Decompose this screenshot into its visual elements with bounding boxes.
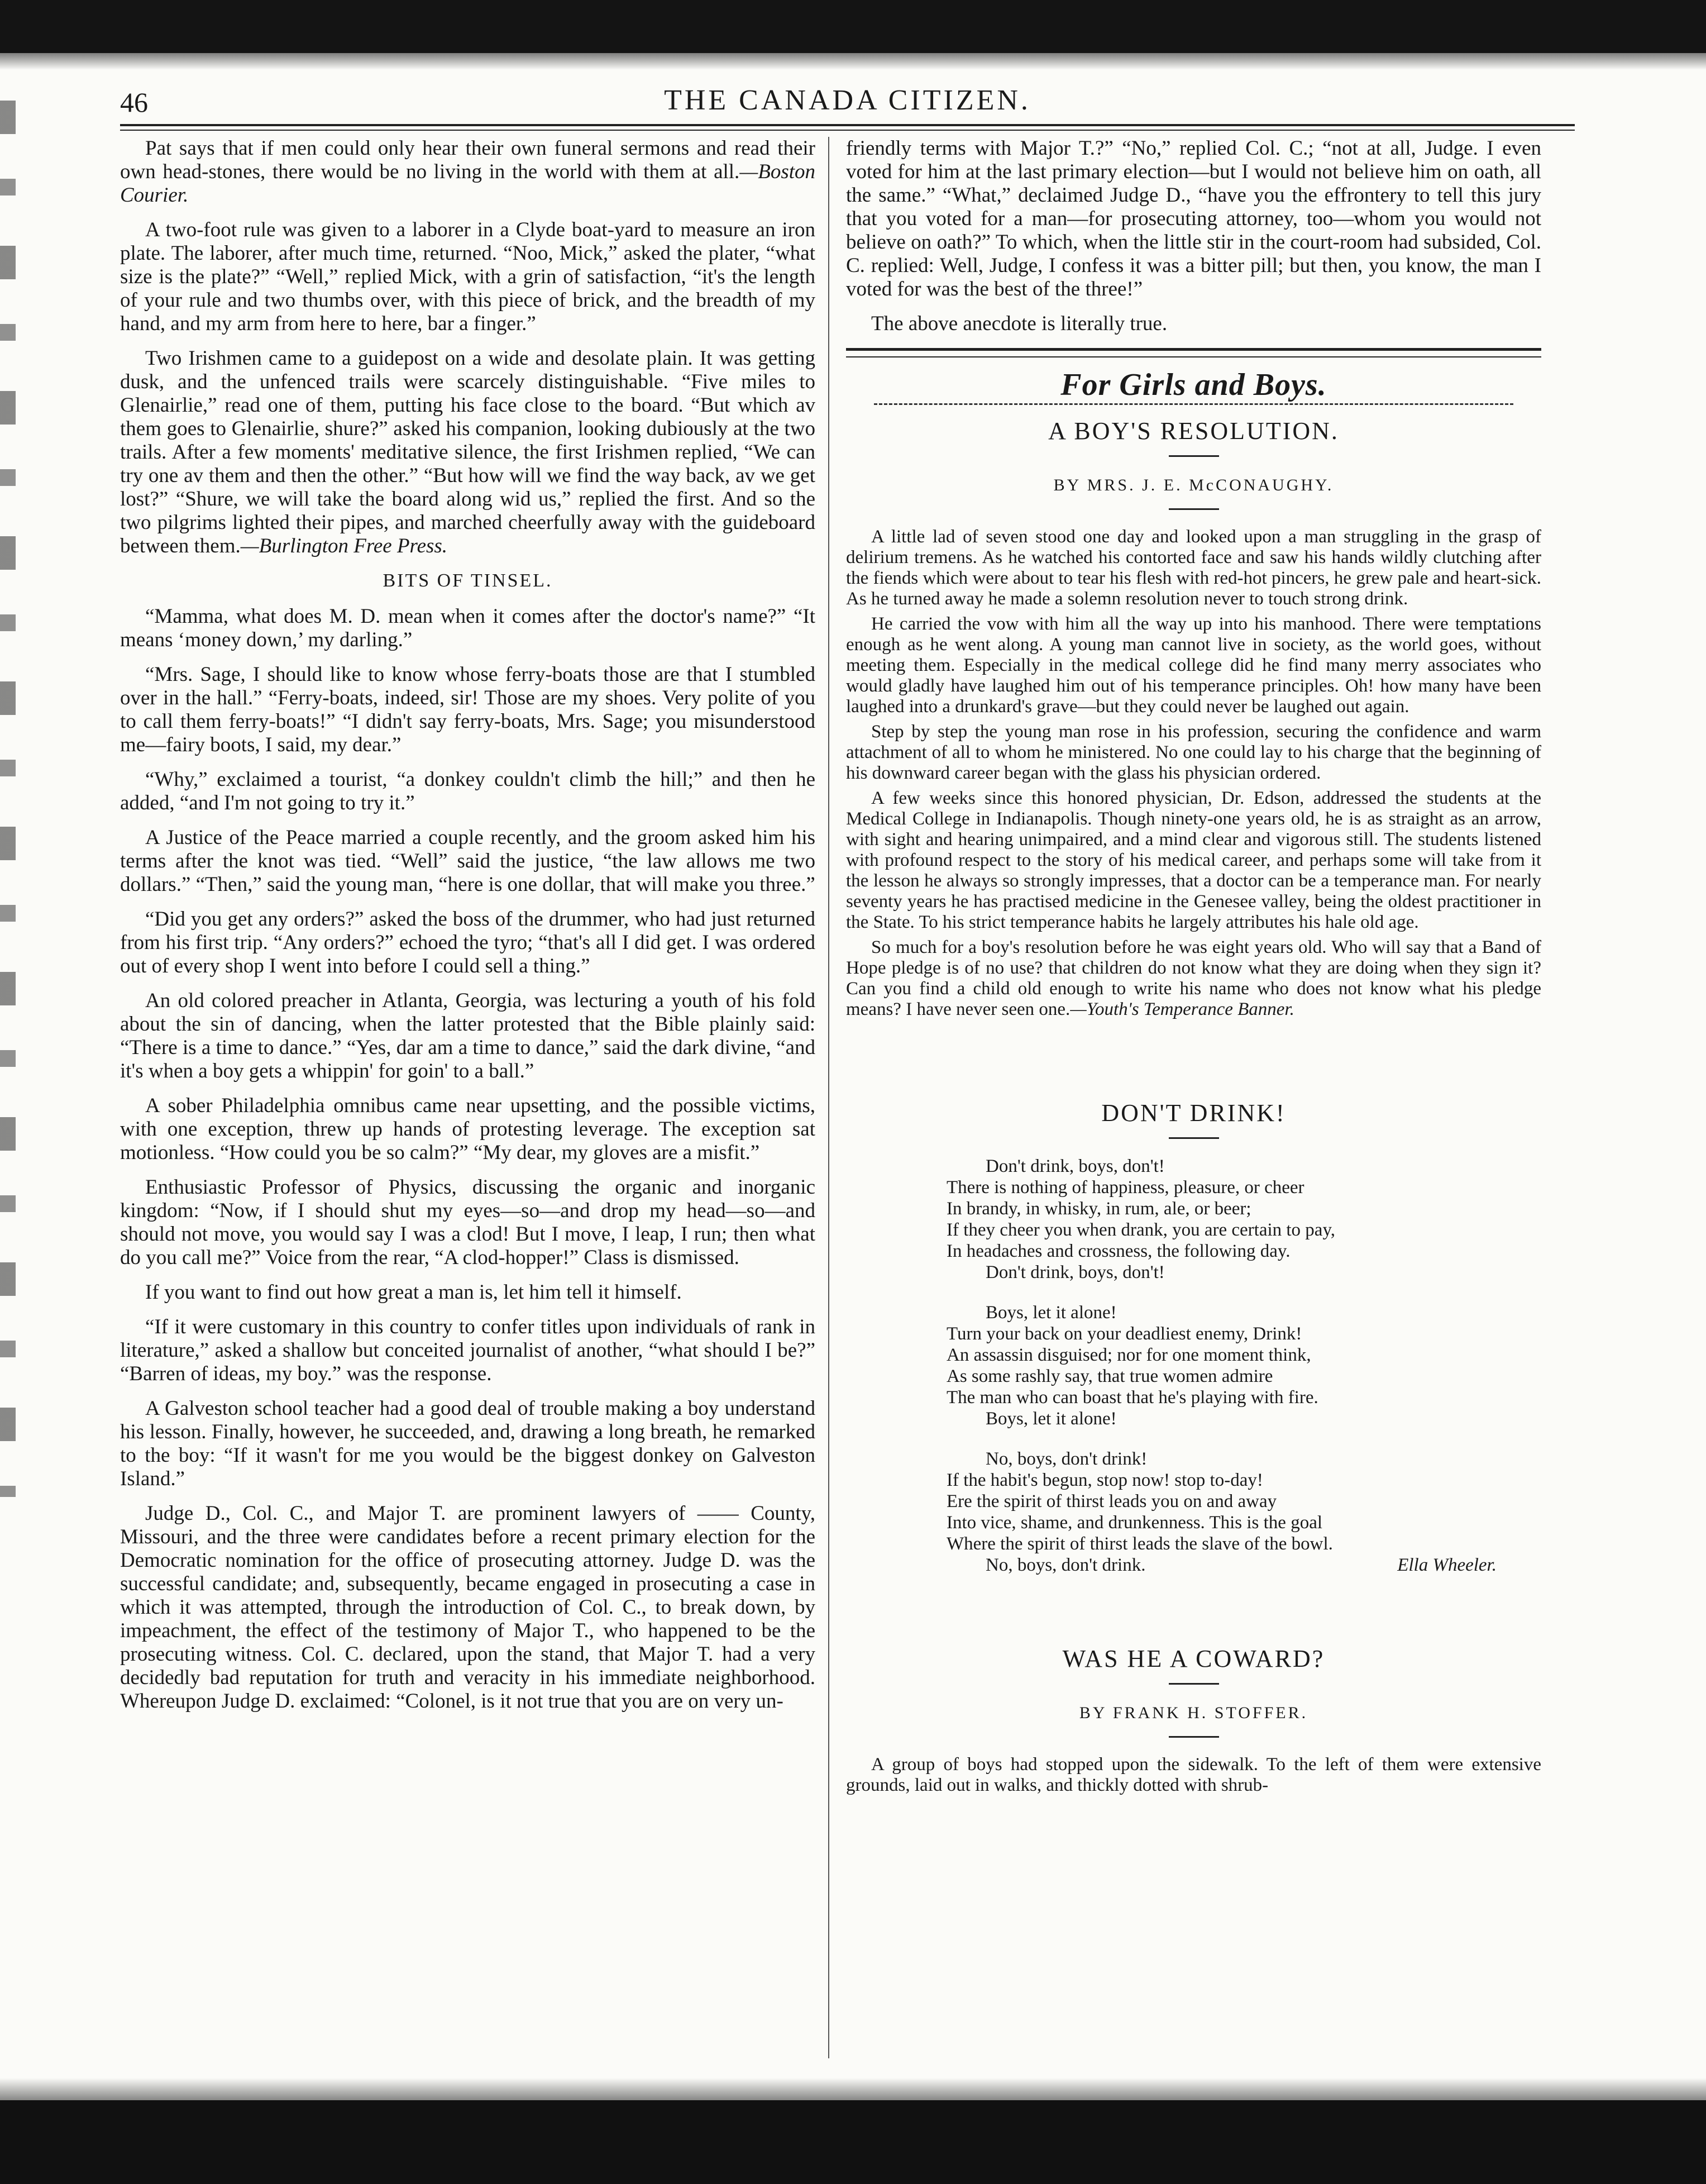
- poem-stanza: [947, 1448, 1541, 1576]
- poem-author: Ella Wheeler.: [1397, 1555, 1497, 1575]
- tinsel-item: Enthusiastic Professor of Physics, discussing the organic and inorganic kingdom: “Now, if I should shut my eyes—so—and drop my head—so—and should not move, you would say I was a clod! But I move, I leap, I run; then what do you call me?” Voice from the rear, “A clod-hopper!” Class is dismissed.: [120, 1176, 815, 1269]
- poem-line: In brandy, in whisky, in rum, ale, or beer;: [947, 1199, 1251, 1219]
- byline-mcconaughy: BY MRS. J. E. McCONAUGHY.: [1053, 476, 1334, 494]
- tinsel-item: A sober Philadelphia omnibus came near upsetting, and the possible victims, with one exception, threw up hands of protesting leverage. The exception sat motionless. “How could you be so calm?” “My dear, my gloves are a misfit.”: [120, 1094, 815, 1164]
- header-rule: [120, 124, 1575, 131]
- poem-stanza: [947, 1156, 1541, 1283]
- poem-line: Where the spirit of thirst leads the slave of the bowl.: [947, 1534, 1333, 1554]
- anecdote-funeral: Pat says that if men could only hear their own funeral sermons and read their own head-stones, there would be no living in the world with them at all.—Boston Courier.: [120, 137, 815, 207]
- short-rule: [1169, 455, 1219, 457]
- article-body-boys-resolution: [846, 527, 1541, 1020]
- tinsel-item-judge: Judge D., Col. C., and Major T. are prominent lawyers of —— County, Missouri, and the three were candidates before a recent primary election for the Democratic nomination for the office of prosecuting attorney. Judge D. was the successful candidate; and, subsequently, became engaged in prosecuting a case in which it was attempted, through the introduction of Col. C., to break down, by impeachment, the effect of the testimony of Major T., who happened to be the prosecuting witness. Col. C. declared, upon the stand, that Major T. had a very decidedly bad reputation for truth and veracity in his immediate neighborhood. Whereupon Judge D. exclaimed: “Colonel, is it not true that you are on very un-: [120, 1502, 815, 1713]
- department-title: For Girls and Boys.: [1060, 368, 1327, 402]
- poem-line: An assassin disguised; nor for one moment think,: [947, 1345, 1311, 1365]
- tinsel-item: “Mrs. Sage, I should like to know whose ferry-boats those are that I stumbled over in the hall.” “Ferry-boats, indeed, sir! Those are my shoes. Very polite of you to call them ferry-boats!” “I didn't say ferry-boats, Mrs. Sage; you misunderstood me—fairy boots, I said, my dear.”: [120, 663, 815, 756]
- article-body-was-he-a-coward: [846, 1754, 1541, 1796]
- article-paragraph: He carried the vow with him all the way up into his manhood. There were temptations enough as he went along. A young man cannot live in society, as the world goes, without meeting them. Especially in the medical college did he find many merry associates who would gladly have laughed him out of his temperance principles. Oh! how many have been laughed into a drunkard's grave—but they could never be laughed out again.: [846, 614, 1541, 717]
- poem-line: Don't drink, boys, don't!: [986, 1262, 1165, 1282]
- poem-line: Boys, let it alone!: [986, 1303, 1117, 1323]
- source-youths-temperance-banner: —Youth's Temperance Banner.: [1070, 999, 1294, 1019]
- section-title-bits-of-tinsel: BITS OF TINSEL.: [383, 570, 553, 591]
- anecdote-two-foot-rule: A two-foot rule was given to a laborer in a Clyde boat-yard to measure an iron plate. The laborer, after much time, returned. “Noo, Mick,” asked the plater, “what size is the plate?” “Well,” replied Mick, with a grin of satisfaction, “it's the length of your rule and two thumbs over, with this piece of brick, and the breadth of my hand, and my arm from here to here, bar a finger.”: [120, 218, 815, 335]
- poem-line: Into vice, shame, and drunkenness. This is the goal: [947, 1513, 1323, 1533]
- short-rule: [1169, 1736, 1219, 1738]
- poem-line: The man who can boast that he's playing with fire.: [947, 1387, 1318, 1408]
- tinsel-item: A Galveston school teacher had a good deal of trouble making a boy understand his lesson. Finally, however, he succeeded, and, drawing a long breath, he remarked to the boy: “If it wasn't for me you would be the biggest donkey on Galveston Island.”: [120, 1397, 815, 1490]
- scan-left-edge: [0, 101, 16, 1497]
- poem-line: If they cheer you when drank, you are certain to pay,: [947, 1220, 1336, 1240]
- scan-bottom-border: [0, 2100, 1706, 2184]
- column-divider: [828, 137, 829, 2058]
- page-header: [120, 84, 1575, 123]
- tinsel-item: “Why,” exclaimed a tourist, “a donkey couldn't climb the hill;” and then he added, “and I'm not going to try it.”: [120, 768, 815, 814]
- source-boston-courier: —Boston Courier.: [120, 160, 815, 207]
- short-rule: [1169, 1683, 1219, 1685]
- poem-line: No, boys, don't drink!: [986, 1449, 1148, 1469]
- section-divider: [846, 348, 1541, 357]
- masthead-title: THE CANADA CITIZEN.: [664, 84, 1031, 116]
- scan-top-shadow: [0, 53, 1706, 70]
- tinsel-item: A Justice of the Peace married a couple recently, and the groom asked him his terms after the knot was tied. “Well” said the justice, “the law allows me two dollars.” “Then,” said the young man, “here is one dollar, that will make you three.”: [120, 826, 815, 896]
- anecdote-guidepost: Two Irishmen came to a guidepost on a wide and desolate plain. It was getting dusk, and the unfenced trails were scarcely distinguishable. “Five miles to Glenairlie,” read one of them, putting his face close to the board. “But which av them goes to Glenairlie, shure?” asked his companion, looking dubiously at the two trails. After a few moments' meditative silence, the first Irishmen replied, “We can try one av them and then the other.” “But how will we find the way back, av we get lost?” “Shure, we will take the board along wid us,” replied the first. And so the two pilgrims lighted their pipes, and marched cheerfully away with the guideboard between them.—Burlington Free Press.: [120, 347, 815, 557]
- poem-line: In headaches and crossness, the following day.: [947, 1241, 1291, 1261]
- poem-dont-drink: [947, 1156, 1541, 1576]
- article-paragraph: A group of boys had stopped upon the sidewalk. To the left of them were extensive grounds, laid out in walks, and thickly dotted with shrub-: [846, 1754, 1541, 1795]
- tinsel-item: “Mamma, what does M. D. mean when it comes after the doctor's name?” “It means ‘money down,’ my darling.”: [120, 605, 815, 651]
- poem-line: There is nothing of happiness, pleasure, or cheer: [947, 1177, 1304, 1198]
- article-title-boys-resolution: A BOY'S RESOLUTION.: [1048, 417, 1339, 445]
- poem-line: Ere the spirit of thirst leads you on and away: [947, 1491, 1277, 1511]
- scan-bottom-shadow: [0, 2078, 1706, 2100]
- scan-top-border: [0, 0, 1706, 53]
- judge-anecdote-continuation: friendly terms with Major T.?” “No,” replied Col. C.; “not at all, Judge. I even voted for him at the last primary election—but I would not believe him on oath, all the same.” “What,” declaimed Judge D., “have you the effrontery to tell this jury that you voted for a man—for prosecuting attorney, too—whom you would not believe on oath?” To which, when the little stir in the court-room had subsided, Col. C. replied: Well, Judge, I confess it was a bitter pill; but then, you know, the man I voted for was the best of the three!”: [846, 137, 1541, 301]
- poem-line: Boys, let it alone!: [986, 1409, 1117, 1429]
- article-paragraph: A little lad of seven stood one day and looked upon a man struggling in the grasp of delirium tremens. As he watched his contorted face and saw his hands wildly clutching after the fiends which were about to tear his flesh with red-hot pincers, he grew pale and heart-sick. As he turned away he made a solemn resolution never to touch strong drink.: [846, 527, 1541, 609]
- byline-stoffer: BY FRANK H. STOFFER.: [1079, 1704, 1308, 1722]
- dashed-rule: [874, 403, 1513, 405]
- short-rule: [1169, 1137, 1219, 1139]
- short-rule: [1169, 508, 1219, 510]
- page-number: 46: [120, 87, 148, 118]
- article-title-was-he-a-coward: WAS HE A COWARD?: [1062, 1645, 1325, 1672]
- article-paragraph: So much for a boy's resolution before he was eight years old. Who will say that a Band of Hope pledge is of no use? that children do not know what they are doing when they sign it? Can you find a child old enough to write his name who does not know what his pledge means? I have never seen one.—Youth's Temperance Banner.: [846, 937, 1541, 1019]
- tinsel-item: “If it were customary in this country to confer titles upon individuals of rank in literature,” asked a shallow but conceited journalist of another, “what should I be?” “Barren of ideas, my boy.” was the response.: [120, 1315, 815, 1385]
- poem-line: If the habit's begun, stop now! stop to-day!: [947, 1470, 1263, 1490]
- left-column: [120, 137, 815, 1724]
- poem-line: As some rashly say, that true women admire: [947, 1366, 1273, 1386]
- source-burlington-free-press: —Burlington Free Press.: [240, 535, 448, 557]
- article-paragraph: A few weeks since this honored physician, Dr. Edson, addressed the students at the Medical College in Indianapolis. Though ninety-one years old, he is as straight as an arrow, with sight and hearing unimpaired, and a mind clear and vigorous still. The students listened with profound respect to the story of his medical career, and perhaps some will take from it the lesson he always so strongly impresses, that a doctor can be a temperance man. For nearly seventy years he has practised medicine in the Genesee valley, being the oldest practitioner in the State. To his strict temperance habits he largely attributes his hale old age.: [846, 788, 1541, 932]
- poem-last-line: No, boys, don't drink. Ella Wheeler.: [986, 1555, 1497, 1575]
- tinsel-item: An old colored preacher in Atlanta, Georgia, was lecturing a youth of his fold about the sin of dancing, when the latter protested that the Bible plainly said: “There is a time to dance.” “Yes, dar am a time to dance,” said the dark divine, “and it's when a boy gets a whippin' for goin' to a ball.”: [120, 989, 815, 1083]
- anecdote-note: The above anecdote is literally true.: [871, 312, 1168, 335]
- right-column: [846, 137, 1541, 1800]
- poem-line: Turn your back on your deadliest enemy, Drink!: [947, 1324, 1302, 1344]
- tinsel-item: If you want to find out how great a man is, let him tell it himself.: [145, 1281, 682, 1304]
- tinsel-item: “Did you get any orders?” asked the boss of the drummer, who had just returned from his first trip. “Any orders?” echoed the tyro; “that's all I did get. I was ordered out of every shop I went into before I could sell a thing.”: [120, 908, 815, 977]
- poem-title-dont-drink: DON'T DRINK!: [1101, 1099, 1286, 1127]
- poem-line: Don't drink, boys, don't!: [986, 1156, 1165, 1176]
- article-paragraph: Step by step the young man rose in his profession, securing the confidence and warm attachment of all to whom he ministered. No one could lay to his charge that the beginning of his downward career began with the glass his physician ordered.: [846, 722, 1541, 783]
- poem-stanza: [947, 1302, 1541, 1429]
